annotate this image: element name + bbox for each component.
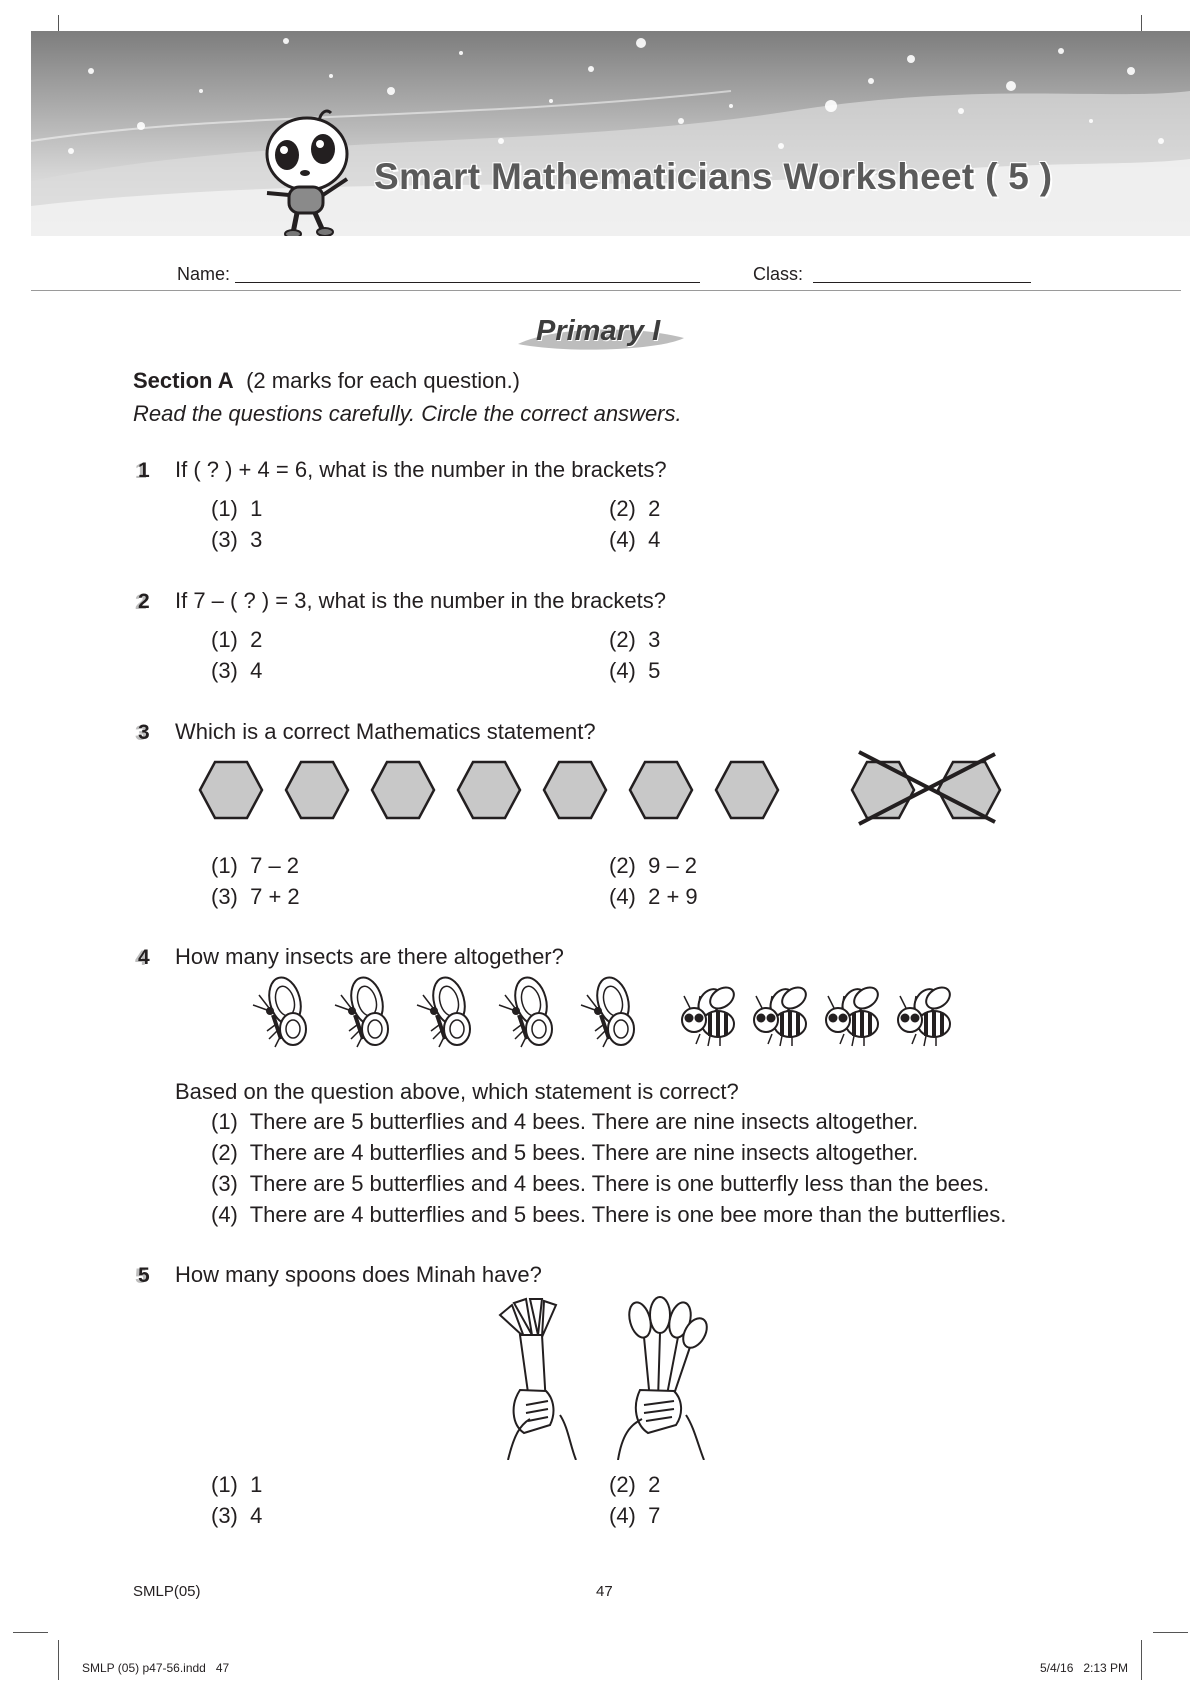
worksheet-title: Smart Mathematicians Worksheet ( 5 ) bbox=[374, 156, 1053, 197]
question-number: 1 bbox=[138, 459, 150, 482]
forks-hand-icon bbox=[500, 1299, 576, 1460]
hexagon-icon bbox=[286, 762, 348, 818]
question-text: How many insects are there altogether? bbox=[175, 944, 564, 969]
question-text: How many spoons does Minah have? bbox=[175, 1262, 542, 1287]
answer-option[interactable]: (3) 7 + 2 bbox=[211, 884, 300, 909]
answer-option[interactable]: (2) 2 bbox=[609, 1472, 661, 1497]
class-label: Class: bbox=[753, 264, 804, 284]
insects-figure bbox=[245, 975, 965, 1055]
crop-mark bbox=[13, 1632, 48, 1633]
answer-option[interactable]: (1) 1 bbox=[211, 1472, 263, 1497]
answer-option[interactable]: (4) 5 bbox=[609, 658, 661, 683]
answer-option[interactable]: (3) There are 5 butterflies and 4 bees. There is one butterfly less than the bees. bbox=[211, 1171, 990, 1196]
banner-swoosh-graphic bbox=[31, 31, 1190, 236]
spoons-hand-icon bbox=[618, 1297, 712, 1460]
crop-mark bbox=[58, 1640, 59, 1680]
question-number: 5 bbox=[138, 1264, 150, 1287]
crop-mark bbox=[1141, 1640, 1142, 1680]
answer-option[interactable]: (4) 7 bbox=[609, 1503, 661, 1528]
answer-option[interactable]: (4) 4 bbox=[609, 527, 661, 552]
question-text: If ( ? ) + 4 = 6, what is the number in the brackets? bbox=[175, 457, 667, 482]
question-followup: Based on the question above, which statement is correct? bbox=[175, 1079, 739, 1104]
name-label: Name: bbox=[177, 264, 231, 284]
hexagon-icon bbox=[200, 762, 262, 818]
bee-icon bbox=[754, 983, 810, 1046]
answer-option[interactable]: (2) 3 bbox=[609, 627, 661, 652]
page-number: 47 bbox=[596, 1583, 613, 1600]
header-banner bbox=[31, 31, 1190, 236]
answer-option[interactable]: (2) 2 bbox=[609, 496, 661, 521]
answer-option[interactable]: (3) 3 bbox=[211, 527, 263, 552]
hexagon-icon bbox=[630, 762, 692, 818]
answer-option[interactable]: (4) 2 + 9 bbox=[609, 884, 698, 909]
hexagon-icon bbox=[544, 762, 606, 818]
question-number: 3 bbox=[138, 721, 150, 744]
hexagon-icon bbox=[458, 762, 520, 818]
cutlery-figure bbox=[490, 1295, 720, 1460]
butterfly-icon bbox=[417, 975, 470, 1047]
question-text: If 7 – ( ? ) = 3, what is the number in the brackets? bbox=[175, 588, 666, 613]
answer-option[interactable]: (1) There are 5 butterflies and 4 bees. There are nine insects altogether. bbox=[211, 1109, 919, 1134]
answer-option[interactable]: (1) 1 bbox=[211, 496, 263, 521]
answer-option[interactable]: (3) 4 bbox=[211, 1503, 263, 1528]
header-divider bbox=[31, 290, 1181, 291]
footer-code: SMLP(05) bbox=[133, 1583, 201, 1600]
hexagon-icon bbox=[716, 762, 778, 818]
section-note: (2 marks for each question.) bbox=[246, 368, 521, 393]
hexagon-figure bbox=[195, 750, 1015, 840]
bee-icon bbox=[898, 983, 954, 1046]
answer-option[interactable]: (2) 9 – 2 bbox=[609, 853, 698, 878]
level-subtitle: Primary I bbox=[536, 315, 661, 347]
answer-option[interactable]: (4) There are 4 butterflies and 5 bees. There is one bee more than the butterflies. bbox=[211, 1202, 1007, 1227]
answer-option[interactable]: (2) There are 4 butterflies and 5 bees. There are nine insects altogether. bbox=[211, 1140, 919, 1165]
section-instruction: Read the questions carefully. Circle the correct answers. bbox=[133, 401, 682, 426]
alien-mascot-icon bbox=[249, 109, 359, 236]
question-number: 4 bbox=[138, 946, 150, 969]
question-text: Which is a correct Mathematics statement? bbox=[175, 719, 596, 744]
print-timestamp: 5/4/16 2:13 PM bbox=[1040, 1661, 1129, 1675]
butterfly-icon bbox=[499, 975, 552, 1047]
level-subtitle-badge bbox=[510, 314, 690, 356]
butterfly-icon bbox=[581, 975, 634, 1047]
hexagon-icon bbox=[372, 762, 434, 818]
class-field[interactable] bbox=[813, 282, 1031, 283]
question-number: 2 bbox=[138, 590, 150, 613]
answer-option[interactable]: (1) 7 – 2 bbox=[211, 853, 300, 878]
bee-icon bbox=[682, 983, 738, 1046]
section-header bbox=[133, 368, 520, 394]
butterfly-icon bbox=[253, 975, 306, 1047]
file-slug: SMLP (05) p47-56.indd 47 bbox=[82, 1661, 230, 1675]
section-title: Section A bbox=[133, 368, 234, 393]
butterfly-icon bbox=[335, 975, 388, 1047]
bee-icon bbox=[826, 983, 882, 1046]
answer-option[interactable]: (1) 2 bbox=[211, 627, 263, 652]
crop-mark bbox=[1153, 1632, 1188, 1633]
name-field[interactable] bbox=[235, 282, 700, 283]
answer-option[interactable]: (3) 4 bbox=[211, 658, 263, 683]
